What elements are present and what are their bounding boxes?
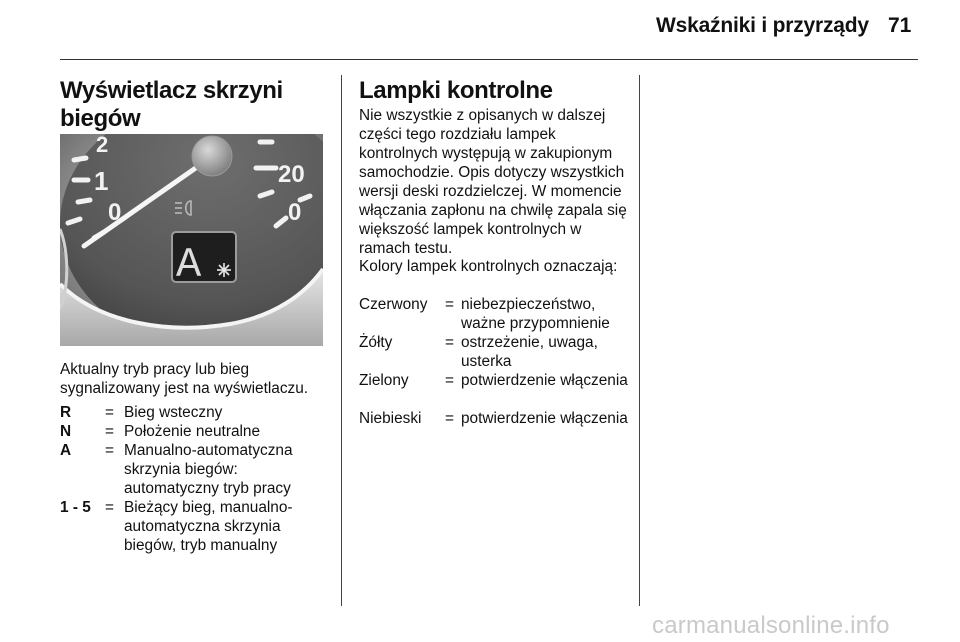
color-desc: niebezpieczeństwo, ważne przypomnienie — [461, 296, 610, 332]
lamp-colors-list — [359, 295, 629, 447]
color-row — [359, 371, 629, 409]
color-term: Niebieski — [359, 410, 422, 427]
definition-equals: = — [105, 404, 114, 421]
tick-label-0-right: 0 — [288, 199, 302, 226]
section-heading-warning-lamps: Lampki kontrolne — [359, 77, 553, 104]
definition-row — [60, 422, 330, 441]
page-header-title: Wskaźniki i przyrządy — [656, 14, 869, 37]
color-row — [359, 295, 629, 333]
section-heading-gear-display: Wyświetlacz skrzyni biegów — [60, 77, 283, 132]
watermark: carmanualsonline.info — [652, 612, 890, 639]
tick-label-1: 1 — [94, 166, 109, 196]
instrument-cluster-photo — [60, 134, 323, 346]
definition-desc: Położenie neutralne — [124, 423, 261, 440]
definition-desc: Bieg wsteczny — [124, 404, 223, 421]
gear-definition-list — [60, 403, 330, 555]
warning-lamps-paragraph: Nie wszystkie z opisanych w dalszej części tego rozdziału lampek kontrolnych występują w zakupionym samochodzie. Opis dotyczy wszystkich wersji deski rozdzielczej. W momencie włączania zapłonu na chwilę zapala się większość lampek kontrolnych w ramach testu. — [359, 107, 627, 257]
snowflake-icon — [217, 263, 231, 277]
color-row — [359, 409, 629, 447]
colors-intro-text: Kolory lampek kontrolnych oznaczają: — [359, 258, 618, 275]
color-equals: = — [445, 296, 454, 313]
color-term: Czerwony — [359, 296, 428, 313]
definition-term: R — [60, 404, 72, 421]
column-divider-left — [341, 75, 342, 606]
color-term: Żółty — [359, 334, 393, 351]
definition-term: A — [60, 442, 72, 459]
definition-row — [60, 441, 330, 498]
color-equals: = — [445, 410, 454, 427]
intro-text: Aktualny tryb pracy lub bieg sygnalizowany jest na wyświetlaczu. — [60, 361, 309, 397]
definition-desc: Manualno-automatyczna skrzynia biegów: automatyczny tryb pracy — [124, 442, 293, 497]
tick-label-0-left: 0 — [108, 199, 122, 226]
color-equals: = — [445, 334, 454, 351]
color-desc: potwierdzenie włączenia — [461, 372, 628, 389]
tick-label-2: 2 — [96, 134, 109, 157]
definition-term: 1 - 5 — [60, 499, 91, 516]
column-divider-right — [639, 75, 640, 606]
color-desc: potwierdzenie włączenia — [461, 410, 628, 427]
definition-equals: = — [105, 423, 114, 440]
definition-row — [60, 403, 330, 422]
definition-desc: Bieżący bieg, manualno-automatyczna skrzynia biegów, tryb manualny — [124, 499, 293, 554]
gear-display-mode: A — [176, 241, 202, 289]
definition-equals: = — [105, 442, 114, 459]
color-term: Zielony — [359, 372, 409, 389]
definition-term: N — [60, 423, 72, 440]
color-desc: ostrzeżenie, uwaga, usterka — [461, 334, 598, 370]
header-rule — [60, 59, 918, 60]
color-equals: = — [445, 372, 454, 389]
gear-indicator-display — [172, 232, 236, 289]
color-row — [359, 333, 629, 371]
tick-label-20: 20 — [278, 161, 305, 188]
definition-equals: = — [105, 499, 114, 516]
page-number: 71 — [888, 14, 912, 37]
definition-row — [60, 498, 330, 555]
